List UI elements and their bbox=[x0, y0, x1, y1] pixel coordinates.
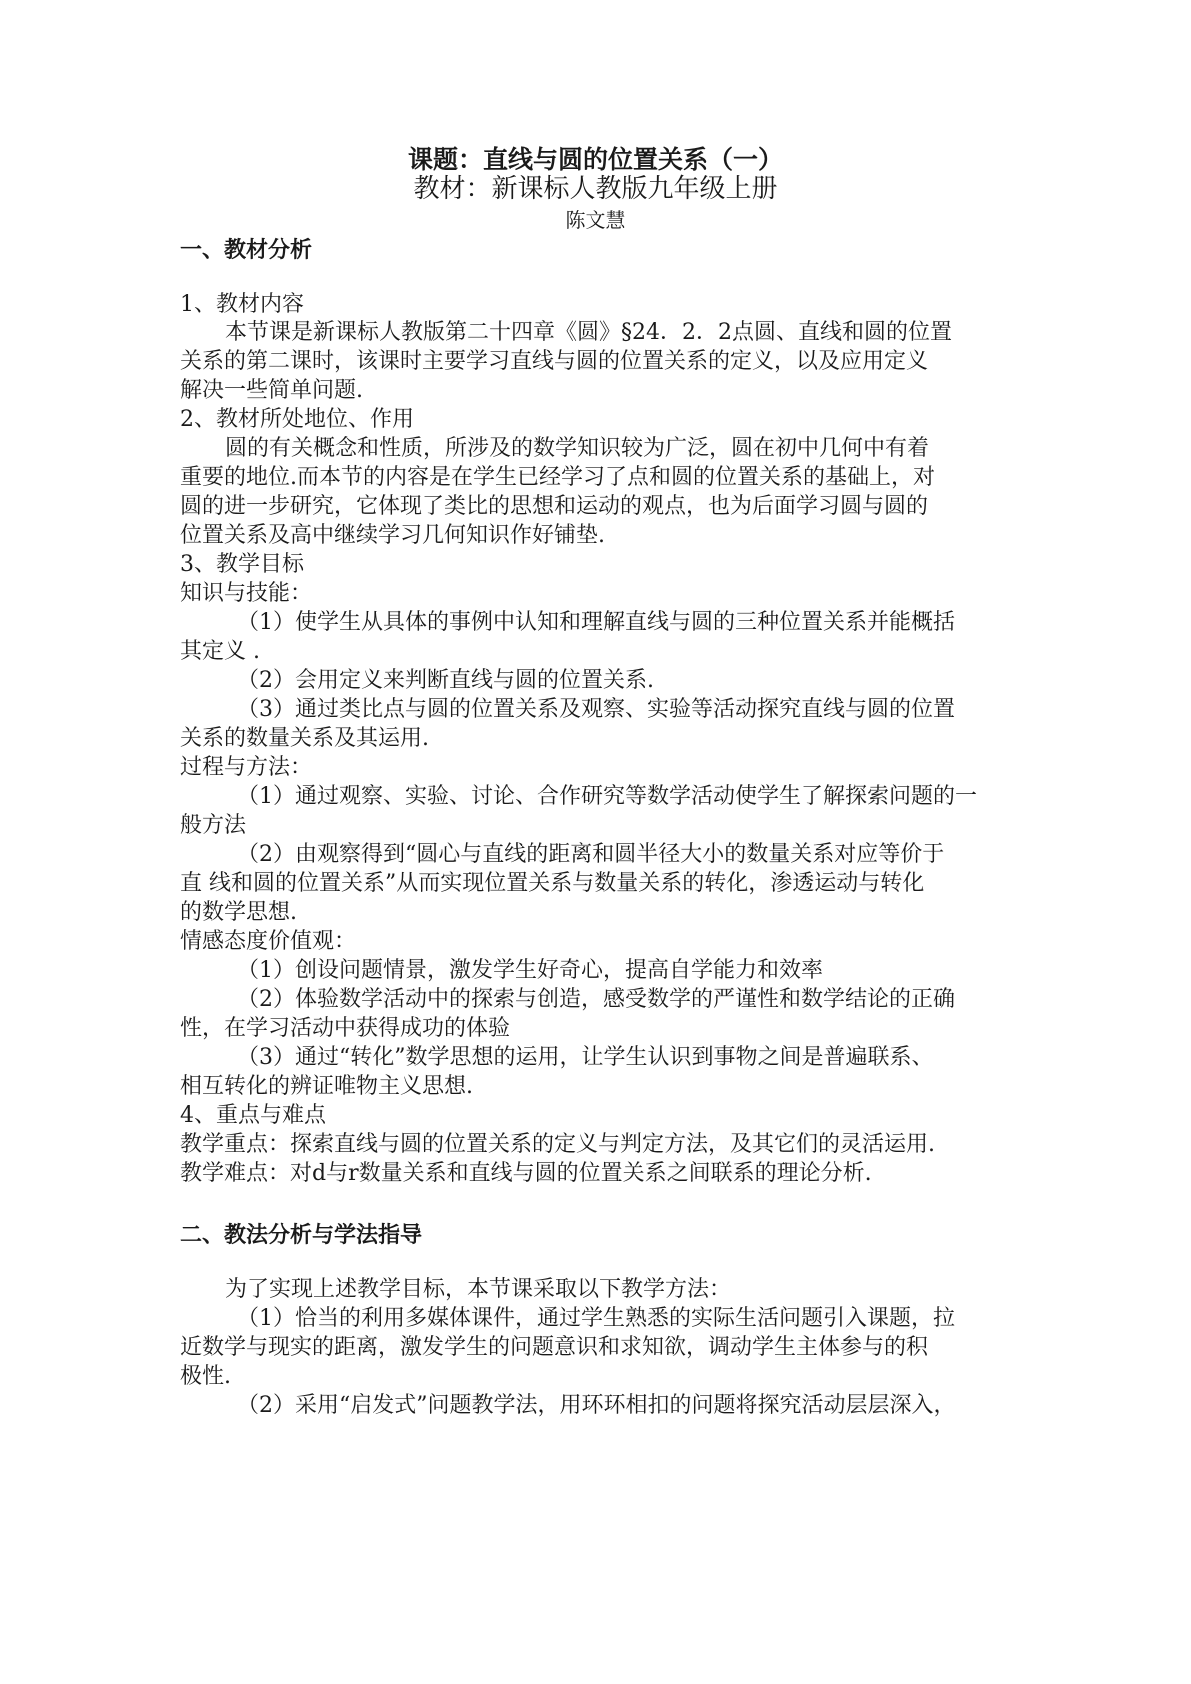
key-point-line: 教学重点：探索直线与圆的位置关系的定义与判定方法，及其它们的灵活运用. bbox=[180, 1132, 935, 1157]
paragraph-line: 其定义 . bbox=[180, 639, 260, 664]
difficult-point-line: 教学难点：对d与r数量关系和直线与圆的位置关系之间联系的理论分析. bbox=[180, 1161, 872, 1186]
paragraph-line: 本节课是新课标人教版第二十四章《圆》§24．2．2点圆、直线和圆的位置 bbox=[225, 320, 952, 345]
sub3-label: 3、教学目标 bbox=[180, 552, 304, 577]
paragraph-line: 近数学与现实的距离，激发学生的问题意识和求知欲，调动学生主体参与的积 bbox=[180, 1335, 929, 1360]
paragraph-line: （3）通过“转化”数学思想的运用，让学生认识到事物之间是普遍联系、 bbox=[237, 1045, 934, 1070]
document-title: 课题：直线与圆的位置关系（一） bbox=[407, 145, 783, 174]
paragraph-line: （2）由观察得到“圆心与直线的距离和圆半径大小的数量关系对应等价于 bbox=[237, 842, 945, 867]
paragraph-line: 相互转化的辨证唯物主义思想. bbox=[180, 1074, 473, 1099]
author-name: 陈文慧 bbox=[565, 208, 626, 232]
paragraph-line: 为了实现上述教学目标，本节课采取以下教学方法： bbox=[225, 1277, 732, 1302]
paragraph-line: 般方法 bbox=[180, 813, 247, 838]
knowledge-label: 知识与技能： bbox=[180, 581, 313, 606]
paragraph-line: 关系的数量关系及其运用. bbox=[180, 726, 429, 751]
sub4-label: 4、重点与难点 bbox=[180, 1103, 326, 1128]
paragraph-line: 圆的有关概念和性质，所涉及的数学知识较为广泛，圆在初中几何中有着 bbox=[225, 436, 930, 461]
sub2-label: 2、教材所处地位、作用 bbox=[180, 407, 414, 432]
paragraph-line: （2）体验数学活动中的探索与创造，感受数学的严谨性和数学结论的正确 bbox=[237, 987, 955, 1012]
paragraph-line: （1）通过观察、实验、讨论、合作研究等数学活动使学生了解探索问题的一 bbox=[237, 784, 977, 809]
paragraph-line: （2）采用“启发式”问题教学法，用环环相扣的问题将探究活动层层深入， bbox=[237, 1393, 956, 1418]
paragraph-line: （1）创设问题情景，激发学生好奇心，提高自学能力和效率 bbox=[237, 958, 823, 983]
paragraph-line: 圆的进一步研究，它体现了类比的思想和运动的观点，也为后面学习圆与圆的 bbox=[180, 494, 929, 519]
process-label: 过程与方法： bbox=[180, 755, 313, 780]
paragraph-line: 位置关系及高中继续学习几何知识作好铺垫. bbox=[180, 523, 605, 548]
paragraph-line: （1）恰当的利用多媒体课件，通过学生熟悉的实际生活问题引入课题，拉 bbox=[237, 1306, 955, 1331]
section1-heading: 一、教材分析 bbox=[180, 237, 313, 263]
textbook-line: 教材：新课标人教版九年级上册 bbox=[413, 174, 778, 204]
section2-heading: 二、教法分析与学法指导 bbox=[180, 1222, 423, 1248]
paragraph-line: 性，在学习活动中获得成功的体验 bbox=[180, 1016, 511, 1041]
paragraph-line: 重要的地位.而本节的内容是在学生已经学习了点和圆的位置关系的基础上，对 bbox=[180, 465, 935, 490]
paragraph-line: （1）使学生从具体的事例中认知和理解直线与圆的三种位置关系并能概括 bbox=[237, 610, 955, 635]
sub1-label: 1、教材内容 bbox=[180, 292, 304, 317]
paragraph-line: （2）会用定义来判断直线与圆的位置关系. bbox=[237, 668, 654, 693]
paragraph-line: 极性. bbox=[180, 1364, 231, 1389]
paragraph-line: 解决一些简单问题. bbox=[180, 378, 363, 403]
paragraph-line: 关系的第二课时，该课时主要学习直线与圆的位置关系的定义，以及应用定义 bbox=[180, 349, 929, 374]
paragraph-line: 直 线和圆的位置关系”从而实现位置关系与数量关系的转化，渗透运动与转化 bbox=[180, 871, 925, 896]
paragraph-line: 的数学思想. bbox=[180, 900, 297, 925]
emotion-label: 情感态度价值观： bbox=[180, 929, 357, 954]
paragraph-line: （3）通过类比点与圆的位置关系及观察、实验等活动探究直线与圆的位置 bbox=[237, 697, 955, 722]
